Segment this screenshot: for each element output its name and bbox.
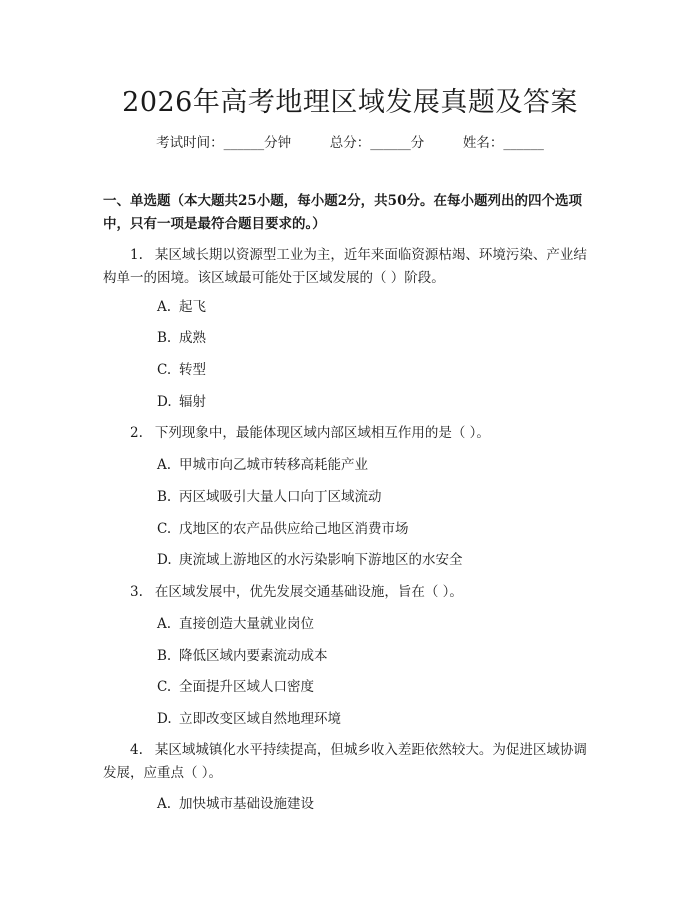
question-text: 某区域长期以资源型工业为主，近年来面临资源枯竭、环境污染、产业结构单一的困境。该区域最可能处于区域发展的（ ）阶段。 <box>103 247 587 286</box>
option-text: 起飞 <box>179 299 206 315</box>
page-title: 2026年高考地理区域发展真题及答案 <box>122 87 578 118</box>
answer-option <box>157 614 314 634</box>
answer-option <box>157 677 314 697</box>
question-stem <box>103 422 599 445</box>
question-text: 某区域城镇化水平持续提高，但城乡收入差距依然较大。为促进区域协调发展，应重点（ ）。 <box>103 742 587 781</box>
question-number: 1. <box>130 247 143 263</box>
option-letter: C. <box>157 521 172 537</box>
exam-info-row <box>0 131 700 151</box>
answer-option <box>157 794 314 814</box>
option-letter: A. <box>157 299 172 315</box>
option-letter: D. <box>157 394 172 410</box>
option-text: 降低区域内要素流动成本 <box>179 648 328 664</box>
option-text: 辐射 <box>179 394 206 410</box>
option-letter: C. <box>157 679 172 695</box>
option-letter: B. <box>157 489 172 505</box>
option-text: 立即改变区域自然地理环境 <box>179 711 341 727</box>
option-letter: C. <box>157 362 172 378</box>
question-stem <box>103 581 599 604</box>
option-letter: B. <box>157 648 172 664</box>
option-text: 庚流域上游地区的水污染影响下游地区的水安全 <box>179 552 463 568</box>
option-text: 甲城市向乙城市转移高耗能产业 <box>179 457 368 473</box>
option-letter: A. <box>157 796 172 812</box>
time-blank: ______ <box>223 135 265 151</box>
section-heading: 一、单选题（本大题共25小题，每小题2分，共50分。在每小题列出的四个选项中，只有一项是最符合题目要求的。） <box>103 193 582 232</box>
option-letter: A. <box>157 616 172 632</box>
option-letter: A. <box>157 457 172 473</box>
answer-option <box>157 297 206 317</box>
option-letter: B. <box>157 330 172 346</box>
option-text: 戊地区的农产品供应给己地区消费市场 <box>179 521 409 537</box>
option-text: 全面提升区域人口密度 <box>179 679 314 695</box>
answer-option <box>157 519 409 539</box>
question-number: 3. <box>130 584 143 600</box>
option-letter: D. <box>157 552 172 568</box>
answer-option <box>157 360 206 380</box>
answer-option <box>157 550 463 570</box>
option-text: 成熟 <box>179 330 206 346</box>
name-label: 姓名： <box>462 135 504 151</box>
answer-option <box>157 487 382 507</box>
name-blank: ______ <box>503 135 544 151</box>
question-text: 在区域发展中，优先发展交通基础设施，旨在（ ）。 <box>154 584 463 600</box>
question-number: 2. <box>130 425 143 441</box>
score-blank: ______ <box>370 135 411 151</box>
option-text: 丙区域吸引大量人口向丁区域流动 <box>179 489 382 505</box>
question-text: 下列现象中，最能体现区域内部区域相互作用的是（ ）。 <box>154 425 490 441</box>
answer-option <box>157 328 206 348</box>
time-label: 考试时间： <box>156 135 224 151</box>
answer-option <box>157 455 368 475</box>
answer-option <box>157 392 206 412</box>
question-stem <box>103 739 599 785</box>
question-stem <box>103 244 599 290</box>
score-unit: 分 <box>410 135 425 151</box>
answer-option <box>157 646 328 666</box>
question-number: 4. <box>130 742 143 758</box>
option-text: 直接创造大量就业岗位 <box>179 616 314 632</box>
time-unit: 分钟 <box>264 135 292 151</box>
score-label: 总分： <box>329 135 371 151</box>
option-text: 转型 <box>179 362 206 378</box>
option-text: 加快城市基础设施建设 <box>179 796 314 812</box>
answer-option <box>157 709 341 729</box>
option-letter: D. <box>157 711 172 727</box>
